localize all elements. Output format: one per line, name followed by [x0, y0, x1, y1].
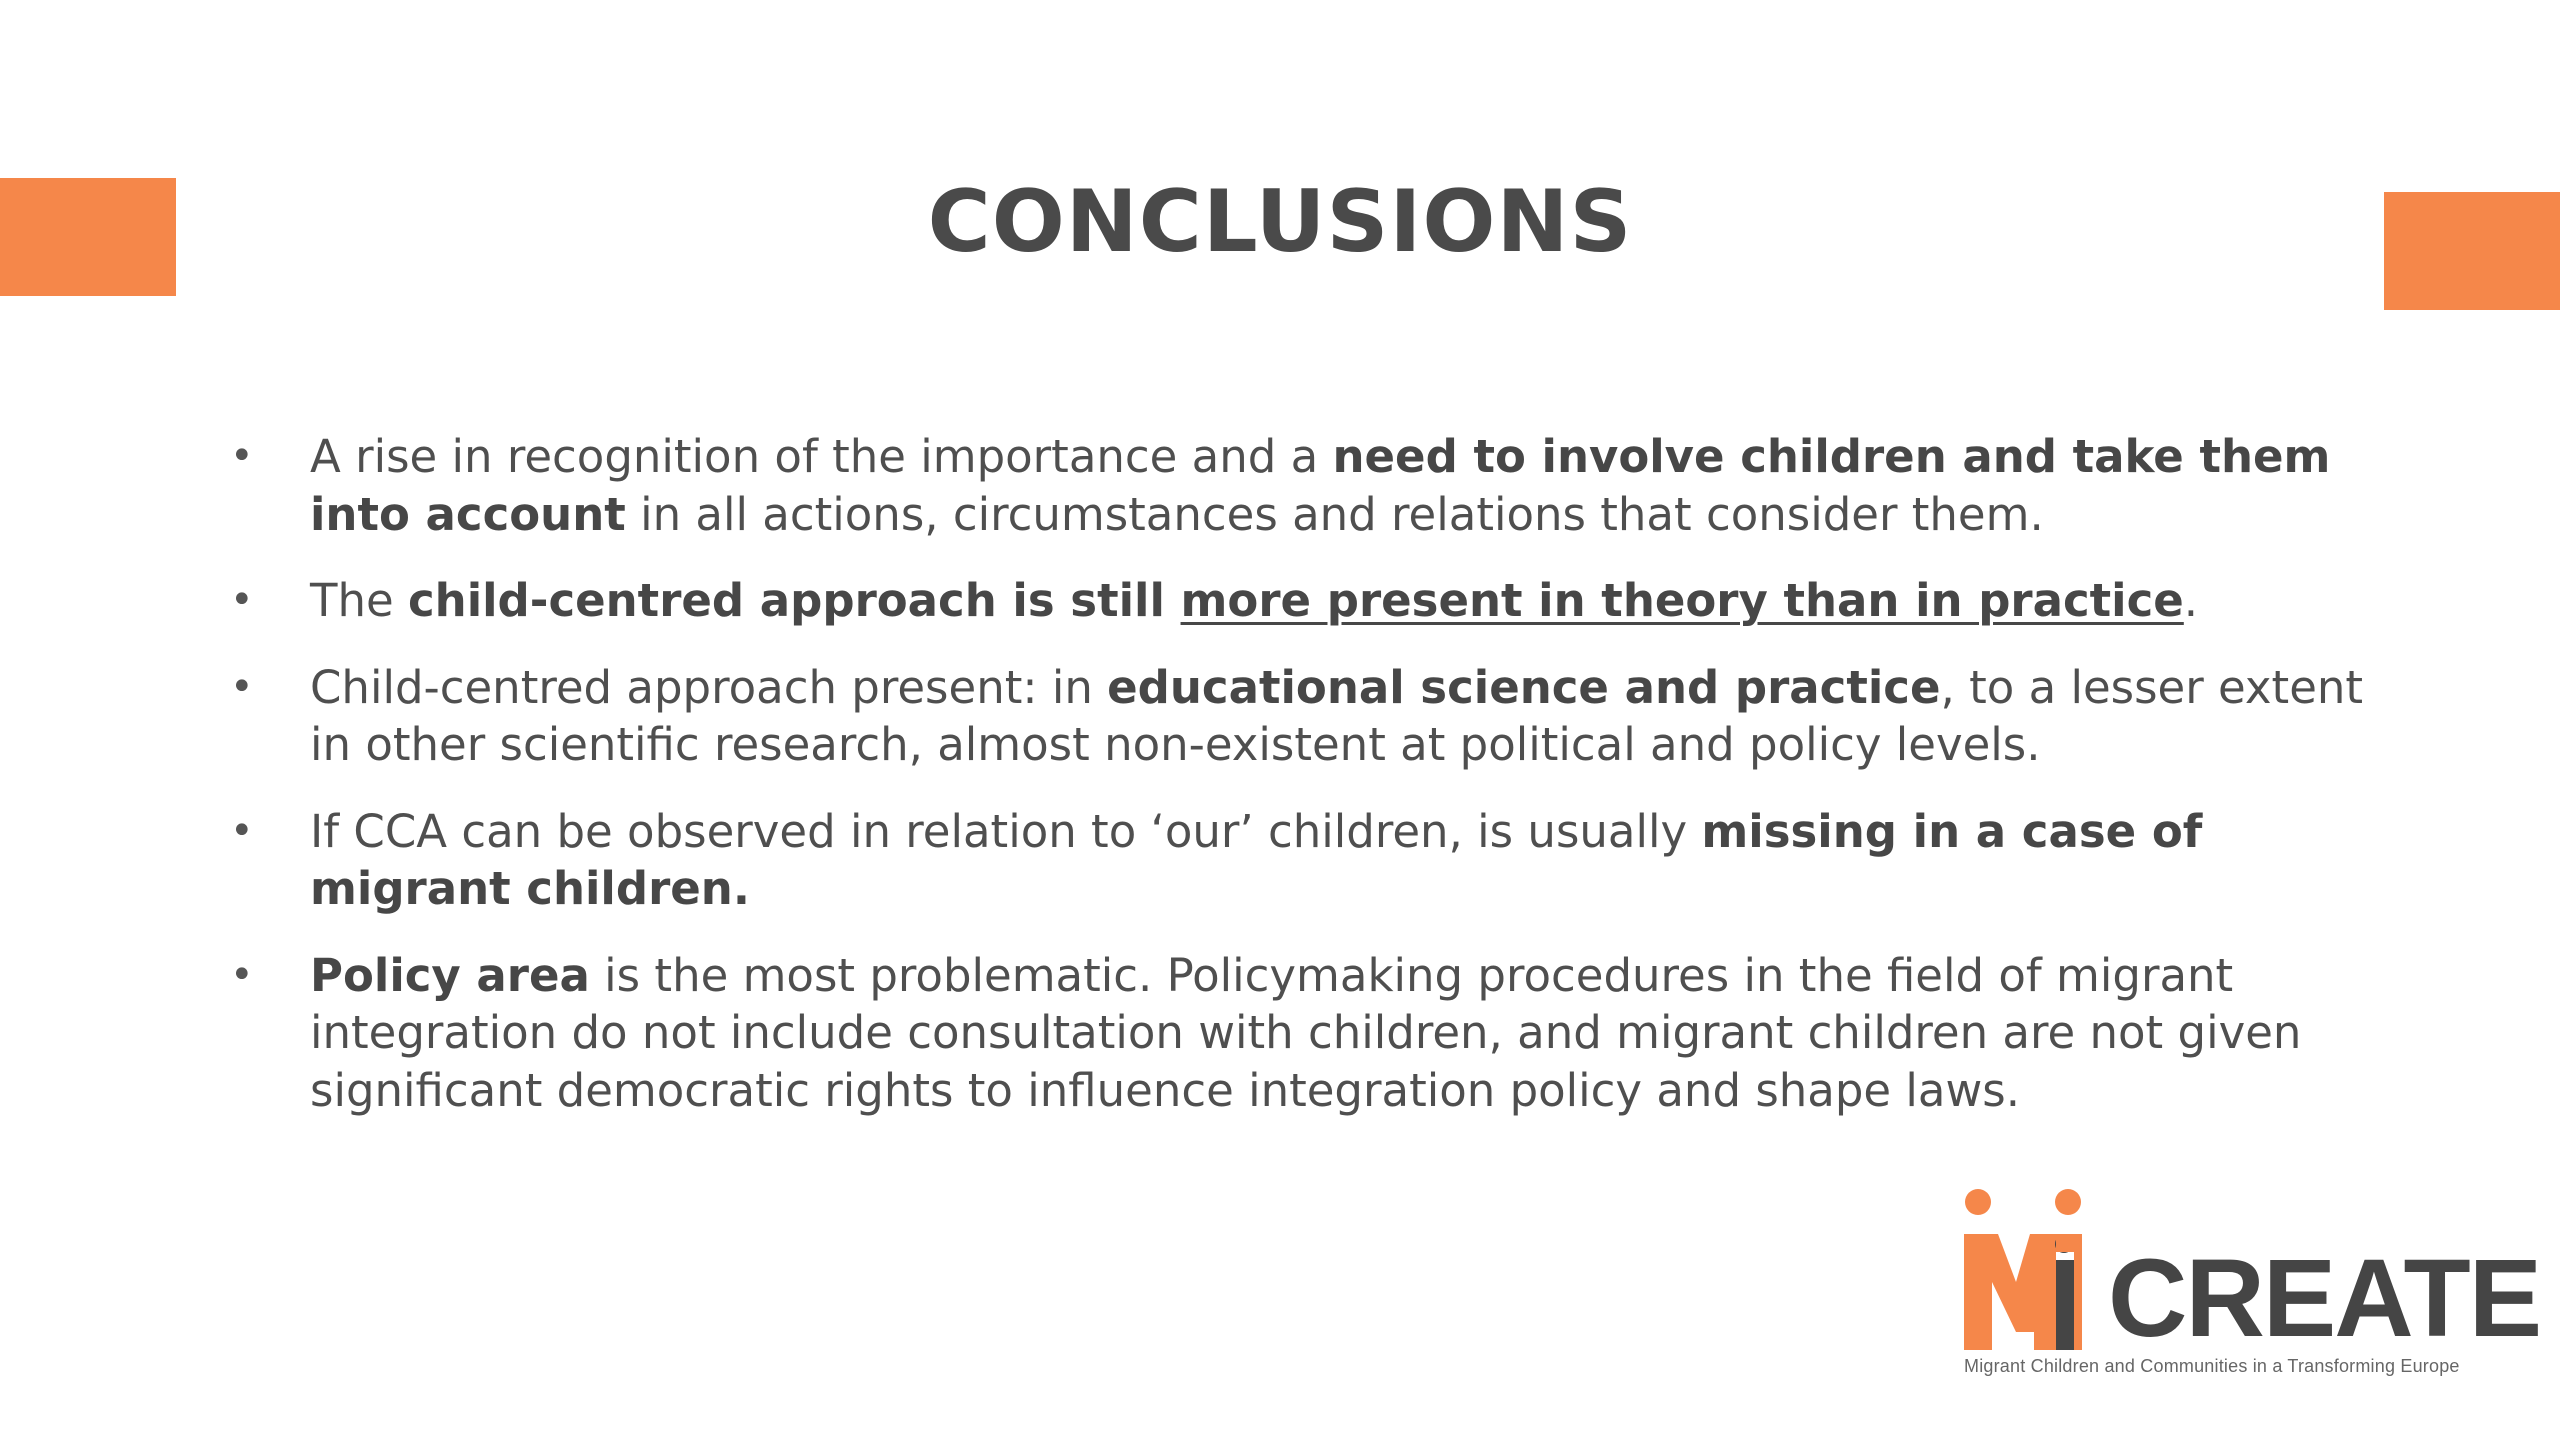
- micreate-logo: [1960, 1182, 2541, 1382]
- bullet-text: A rise in recognition of the importance and a need to involve children and take them into account in all actions, circumstances and relations that consider them.: [310, 430, 2331, 541]
- bullet-text: The child-centred approach is still more present in theory than in practice.: [310, 574, 2199, 627]
- logo-wordmark: CREATE: [2108, 1237, 2541, 1360]
- logo-tagline: Migrant Children and Communities in a Transforming Europe: [1964, 1356, 2460, 1376]
- bullet-item: [230, 572, 2410, 630]
- bullet-item: [230, 428, 2410, 543]
- bullet-list: [230, 428, 2410, 1148]
- bullet-text: If CCA can be observed in relation to ‘our’ children, is usually missing in a case of migrant children.: [310, 804, 2203, 915]
- bullet-text: Child-centred approach present: in educational science and practice, to a lesser extent in other scientific research, almost non-existent at political and policy levels.: [310, 660, 2364, 771]
- bullet-dot-icon: •: [230, 663, 254, 710]
- bullet-dot-icon: •: [230, 951, 254, 998]
- bullet-item: [230, 659, 2410, 774]
- slide-title: CONCLUSIONS: [927, 172, 1633, 272]
- bullet-item: [230, 803, 2410, 918]
- micreate-logo-mark-icon: [1960, 1182, 2100, 1352]
- bullet-text: Policy area is the most problematic. Policymaking procedures in the field of migrant integration do not include consultation with children, and migrant children are not given significant democratic rights to influence integration policy and shape laws.: [310, 948, 2302, 1117]
- bullet-dot-icon: •: [230, 433, 254, 479]
- bullet-dot-icon: •: [230, 577, 254, 623]
- bullet-dot-icon: •: [230, 807, 254, 854]
- bullet-item: [230, 947, 2410, 1120]
